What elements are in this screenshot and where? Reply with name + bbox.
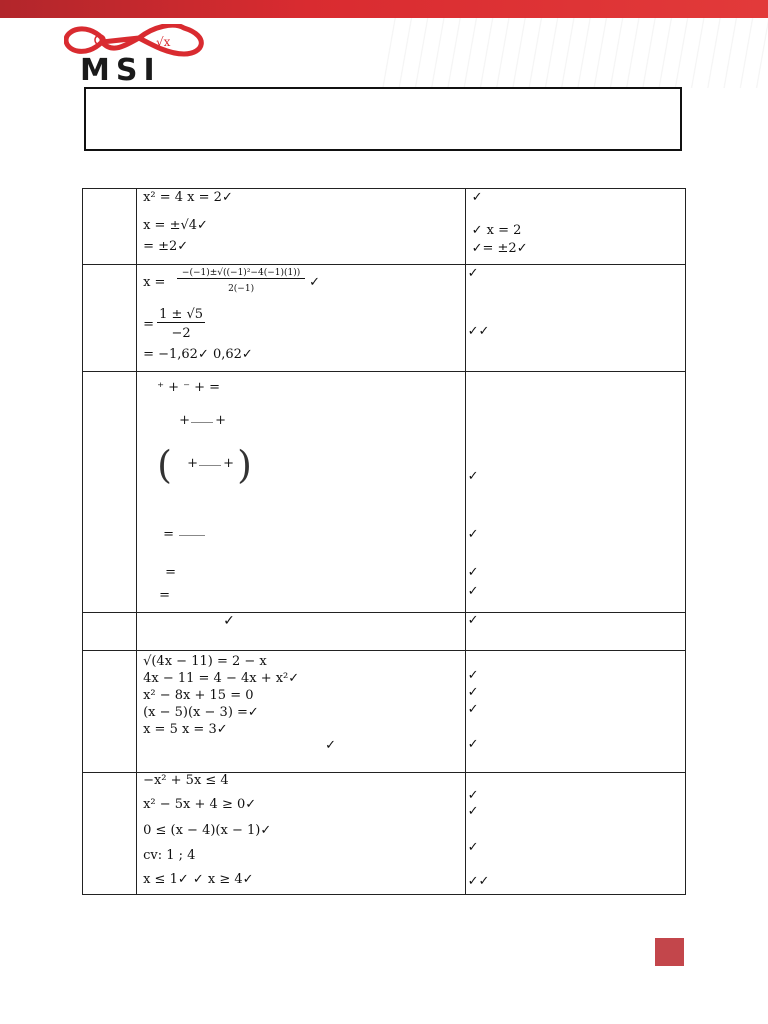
calc-line: √(4x − 11) = 2 − x — [143, 654, 267, 669]
marks-cell — [465, 372, 685, 613]
calc-line: = — [159, 588, 170, 603]
calc-line: x² − 5x + 4 ≥ 0✓ — [143, 797, 257, 812]
marks-cell — [465, 265, 685, 372]
fraction-bar — [191, 422, 213, 423]
calc-line: (x − 5)(x − 3) =✓ — [143, 705, 259, 720]
calculation-cell — [137, 613, 466, 651]
mark: ✓ — [467, 737, 479, 752]
fraction-numerator: −(−1)±√((−1)²−4(−1)(1)) — [177, 268, 305, 279]
question-number-cell — [83, 773, 137, 895]
fraction-denominator: −2 — [171, 326, 191, 341]
calc-line: x = 5 x = 3✓ — [143, 722, 228, 737]
calc-line: + — [187, 456, 198, 471]
mark: ✓ — [467, 668, 479, 683]
table-row — [83, 773, 686, 895]
calc-line: + — [215, 413, 226, 428]
mark: ✓ — [467, 702, 479, 717]
calculation-cell — [137, 372, 466, 613]
table-row — [83, 189, 686, 265]
fraction-denominator: 2(−1) — [228, 284, 255, 294]
marks-cell — [465, 651, 685, 773]
top-banner — [0, 0, 768, 18]
mark: ✓ — [467, 266, 479, 281]
calc-line: x = — [143, 275, 166, 290]
left-parenthesis: ( — [157, 443, 172, 487]
mark: ✓ — [467, 469, 479, 484]
checkmark: ✓ — [309, 275, 320, 290]
banner-sketch-decoration — [380, 18, 768, 88]
calc-line: = — [163, 527, 174, 542]
page-marker — [655, 938, 684, 966]
calculation-cell — [137, 773, 466, 895]
calc-line: = ±2✓ — [143, 239, 189, 254]
calc-line: = — [143, 317, 154, 332]
mark: ✓ — [471, 190, 483, 205]
question-number-cell — [83, 613, 137, 651]
question-number-cell — [83, 265, 137, 372]
question-number-cell — [83, 189, 137, 265]
calc-line: + — [179, 413, 190, 428]
mark: ✓ — [467, 527, 479, 542]
calc-line: + — [223, 456, 234, 471]
marks-cell — [465, 189, 685, 265]
marks-cell — [465, 773, 685, 895]
question-number-cell — [83, 651, 137, 773]
right-parenthesis: ) — [237, 443, 252, 487]
checkmark: ✓ — [223, 613, 235, 629]
fraction-bar — [179, 535, 205, 536]
table-row — [83, 372, 686, 613]
calculation-cell — [137, 651, 466, 773]
marks-cell — [465, 613, 685, 651]
mark: ✓ — [467, 788, 479, 803]
calc-line: x² − 8x + 15 = 0 — [143, 688, 254, 703]
memo-table — [82, 188, 686, 895]
svg-text:MSI: MSI — [80, 53, 161, 84]
mark: ✓ — [467, 613, 479, 628]
mark: ✓✓ — [467, 324, 490, 339]
table-row — [83, 651, 686, 773]
mark: ✓ — [467, 685, 479, 700]
calc-line: x ≤ 1✓ ✓ x ≥ 4✓ — [143, 872, 254, 887]
calc-line: ⁺ + ⁻ + = — [157, 380, 221, 395]
fraction-bar — [199, 465, 221, 466]
mark: ✓ — [467, 584, 479, 599]
calc-line: x² = 4 x = 2✓ — [143, 190, 233, 205]
mark: ✓ — [467, 804, 479, 819]
mark: ✓ — [467, 565, 479, 580]
mark: ✓ x = 2 — [471, 223, 522, 238]
mark: ✓ — [467, 840, 479, 855]
infinity-logo-icon — [64, 24, 214, 84]
mark: ✓= ±2✓ — [471, 241, 528, 256]
calc-line: = −1,62✓ 0,62✓ — [143, 347, 253, 362]
question-number-cell — [83, 372, 137, 613]
msi-logo — [64, 24, 214, 84]
calc-line: 4x − 11 = 4 − 4x + x²✓ — [143, 671, 300, 686]
calculation-cell — [137, 265, 466, 372]
checkmark: ✓ — [325, 738, 336, 753]
table-row — [83, 613, 686, 651]
fraction-numerator: 1 ± √5 — [157, 307, 205, 323]
mark: ✓✓ — [467, 874, 490, 889]
title-box — [84, 87, 682, 151]
calc-line: 0 ≤ (x − 4)(x − 1)✓ — [143, 823, 272, 838]
calc-line: −x² + 5x ≤ 4 — [143, 773, 229, 788]
calc-line: x = ±√4✓ — [143, 218, 208, 233]
calculation-cell — [137, 189, 466, 265]
table-row — [83, 265, 686, 372]
calc-line: cv: 1 ; 4 — [143, 848, 196, 863]
svg-text:√x: √x — [156, 35, 171, 49]
calc-line: = — [165, 565, 176, 580]
